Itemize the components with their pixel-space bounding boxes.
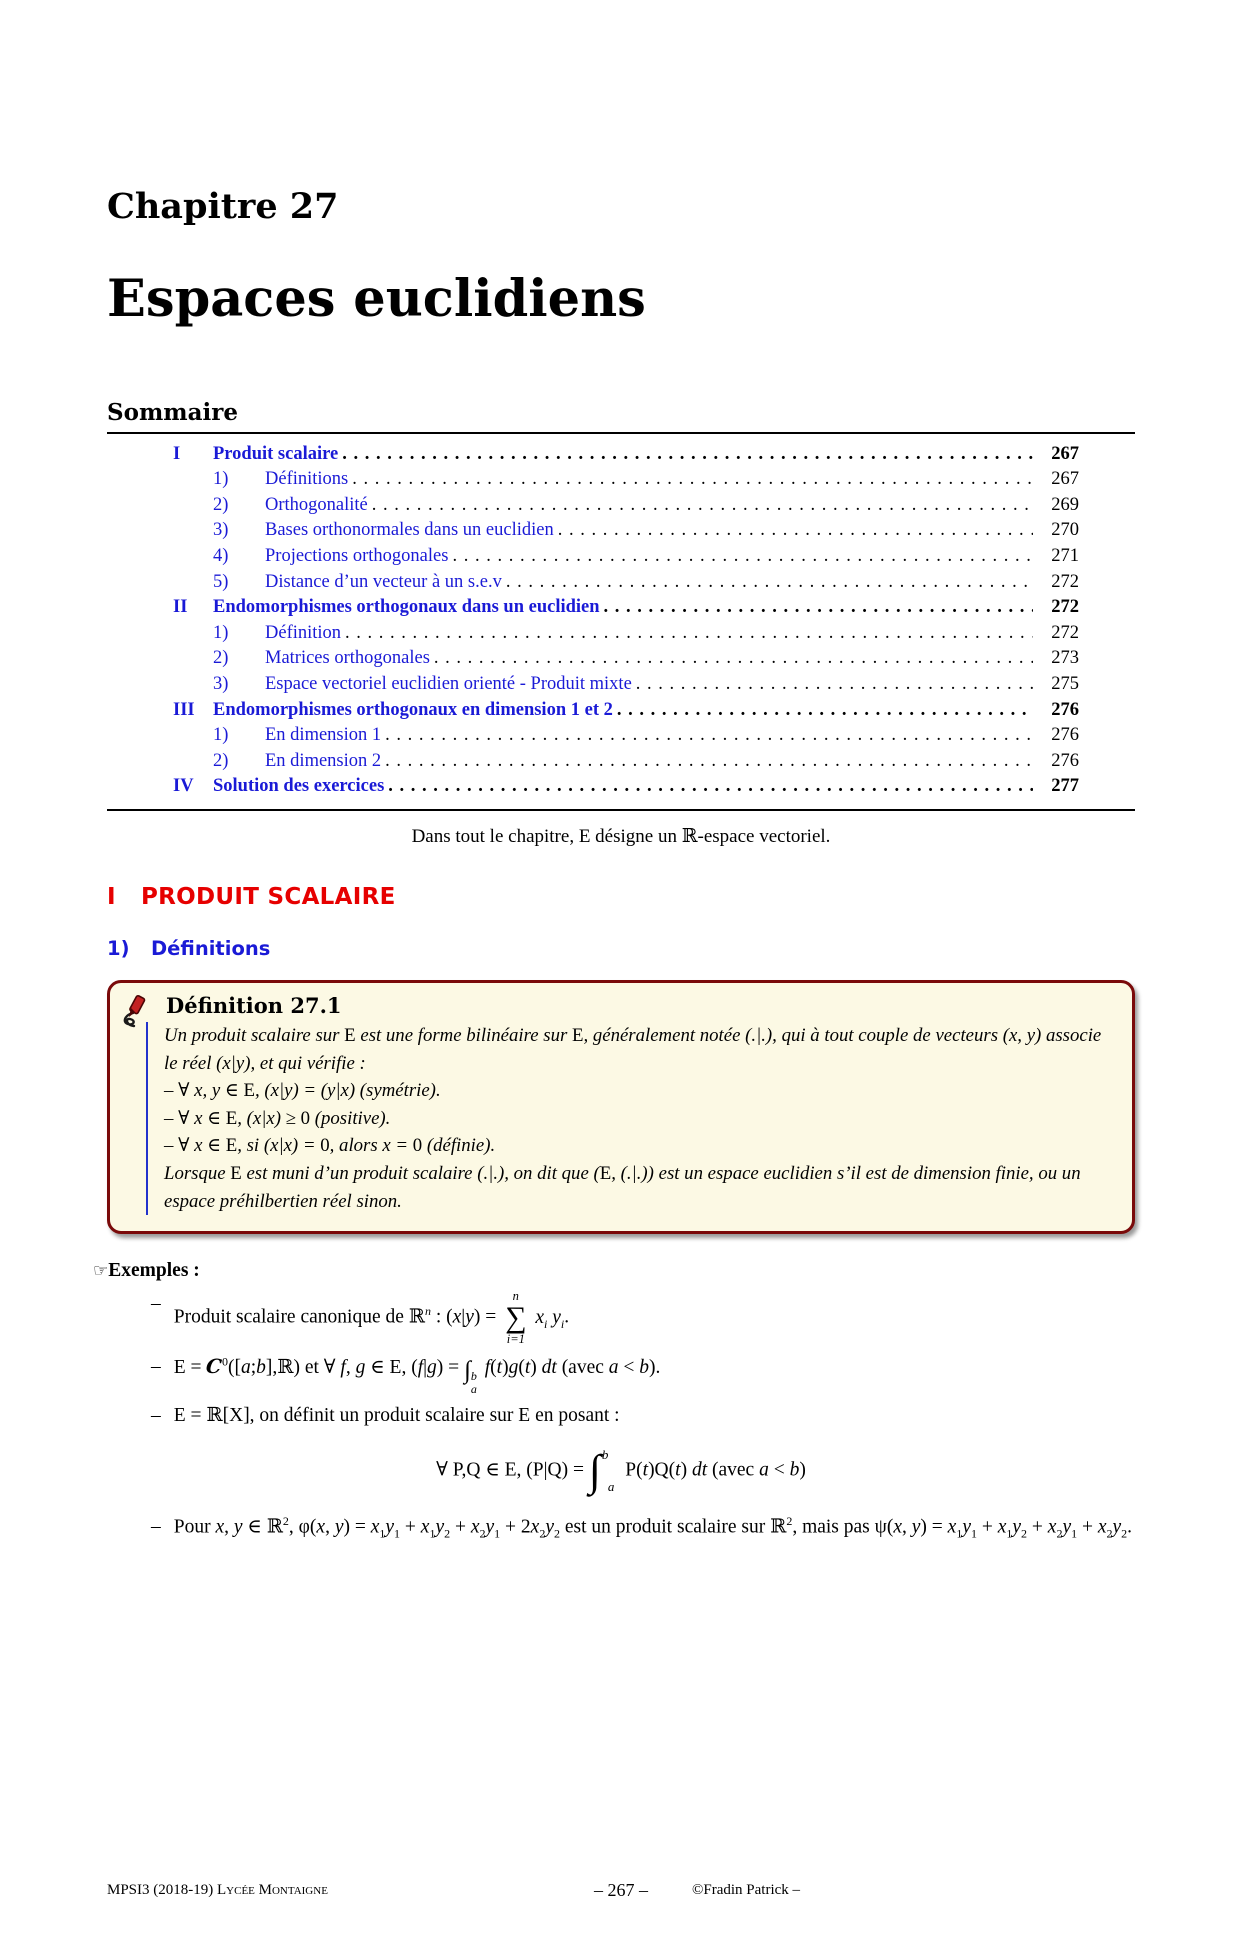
toc-entry-label: Définition bbox=[265, 622, 342, 643]
toc-entry-page: 276 bbox=[1051, 750, 1079, 771]
toc-entry-page: 271 bbox=[1051, 545, 1079, 566]
display-formula: ∀ P,Q ∈ E, (P|Q) = ∫ b a P(t)Q(t) dt (avec a < b) bbox=[436, 1445, 806, 1495]
toc-entry-number: 2) bbox=[213, 750, 229, 771]
footer-page-number: – 267 – bbox=[594, 1880, 648, 1900]
toc-entry-page: 276 bbox=[1051, 725, 1079, 746]
toc-entry-number: 2) bbox=[213, 494, 229, 515]
toc-dot-leader bbox=[558, 518, 1033, 544]
toc-entry-number: 1) bbox=[213, 725, 229, 746]
toc-entry-label: Projections orthogonales bbox=[265, 545, 449, 566]
definition-title: Définition 27.1 bbox=[166, 992, 342, 1018]
example-item-text: Produit scalaire canonique de ℝ$^n$ : (x|y) = n ∑ i=1 $x_i$ $y_i$. bbox=[173, 1289, 570, 1346]
definition-box bbox=[107, 980, 1135, 1234]
toc-dot-leader bbox=[385, 723, 1033, 749]
toc-entry[interactable] bbox=[107, 646, 1135, 672]
toc-dot-leader bbox=[372, 493, 1033, 519]
toc-entry-page: 272 bbox=[1051, 597, 1079, 618]
toc-entry[interactable] bbox=[107, 672, 1135, 698]
toc-entry-number: I bbox=[173, 443, 181, 464]
dash-bullet: – bbox=[151, 1405, 161, 1427]
toc-heading: Sommaire bbox=[107, 398, 239, 426]
toc-bottom-rule bbox=[107, 809, 1135, 811]
toc-entry[interactable] bbox=[107, 518, 1135, 544]
toc-entry-label: En dimension 2 bbox=[265, 750, 382, 771]
toc-entry-label: En dimension 1 bbox=[265, 725, 382, 746]
toc-entry-page: 272 bbox=[1051, 622, 1079, 643]
page-content bbox=[93, 186, 1135, 1543]
quill-pen-icon bbox=[118, 991, 152, 1034]
toc-entry[interactable] bbox=[107, 621, 1135, 647]
toc-entry-number: IV bbox=[173, 776, 194, 797]
definition-body-line: – ∀ x ∈ E, (x|x) ≥ 0 (positive). bbox=[164, 1107, 391, 1129]
chapter-title: Espaces euclidiens bbox=[107, 268, 646, 329]
toc-entry-label: Solution des exercices bbox=[213, 776, 385, 797]
section-number: I bbox=[107, 883, 116, 910]
subsection-number: 1) bbox=[107, 936, 130, 960]
subsection-heading bbox=[107, 937, 1135, 960]
toc-dot-leader bbox=[452, 544, 1033, 570]
textbook-page bbox=[0, 188, 1241, 1942]
definition-body bbox=[146, 1022, 1114, 1215]
toc-entry-label: Espace vectoriel euclidien orienté - Produit mixte bbox=[265, 673, 632, 694]
toc-entry[interactable] bbox=[107, 467, 1135, 493]
toc-entry-number: 1) bbox=[213, 469, 229, 490]
toc-top-rule bbox=[107, 432, 1135, 434]
toc-entry[interactable] bbox=[107, 442, 1135, 468]
footer-course-label: MPSI3 (2018-19) Lycée Montaigne bbox=[107, 1882, 328, 1898]
toc-entry-label: Endomorphismes orthogonaux en dimension 1 et 2 bbox=[213, 699, 613, 720]
toc-entry-number: 5) bbox=[213, 571, 229, 592]
pointing-hand-icon: ☞ bbox=[93, 1261, 109, 1282]
example-item-text: Pour x, y ∈ ℝ$^2$, φ(x, $y) = x_1y_1 + x_1y_2 + x_2y_1 + 2x_2y_2$ est un produit scalaire sur ℝ$^2$, mais pas ψ(x, $y) = x_1y_1 + x_1y_2 + x_2y_1 + x_2y_2$. bbox=[173, 1513, 1133, 1541]
examples-heading bbox=[93, 1260, 1135, 1282]
toc-entry-number: III bbox=[173, 699, 195, 720]
toc-entry-page: 269 bbox=[1051, 494, 1079, 515]
example-item bbox=[151, 1402, 1135, 1430]
toc-entry[interactable] bbox=[107, 749, 1135, 775]
chapter-label: Chapitre 27 bbox=[107, 186, 339, 227]
toc-entry-label: Matrices orthogonales bbox=[265, 648, 430, 669]
toc-dot-leader bbox=[342, 442, 1033, 468]
dash-bullet: – bbox=[151, 1515, 161, 1537]
subsection-title: Définitions bbox=[151, 936, 271, 960]
toc-entry-label: Définitions bbox=[265, 469, 349, 490]
toc-entry[interactable] bbox=[107, 774, 1135, 800]
toc-entry-label: Distance d’un vecteur à un s.e.v bbox=[265, 571, 502, 592]
toc-list bbox=[107, 442, 1135, 800]
toc-entry-page: 270 bbox=[1051, 520, 1079, 541]
section-heading bbox=[107, 884, 1135, 910]
toc-entry-number: 2) bbox=[213, 648, 229, 669]
toc-entry[interactable] bbox=[107, 570, 1135, 596]
toc-entry-label: Endomorphismes orthogonaux dans un euclidien bbox=[213, 597, 600, 618]
examples-heading-label: Exemples : bbox=[108, 1260, 200, 1282]
toc-dot-leader bbox=[604, 595, 1033, 621]
toc-entry[interactable] bbox=[107, 595, 1135, 621]
definition-body-line: – ∀ x ∈ E, si (x|x) = 0, alors x = 0 (définie). bbox=[164, 1135, 496, 1157]
toc-entry-number: II bbox=[173, 597, 188, 618]
toc-dot-leader bbox=[388, 774, 1033, 800]
toc-entry[interactable] bbox=[107, 698, 1135, 724]
toc-entry-page: 276 bbox=[1051, 699, 1079, 720]
toc-entry-number: 3) bbox=[213, 673, 229, 694]
dash-bullet: – bbox=[151, 1293, 161, 1315]
example-item bbox=[151, 1353, 1135, 1395]
example-item bbox=[151, 1290, 1135, 1346]
toc-dot-leader bbox=[345, 621, 1033, 647]
definition-body-line: – ∀ x, y ∈ E, (x|y) = (y|x) (symétrie). bbox=[164, 1080, 441, 1102]
toc-entry-label: Orthogonalité bbox=[265, 494, 368, 515]
examples-list bbox=[107, 1290, 1135, 1542]
toc-entry-page: 267 bbox=[1051, 443, 1079, 464]
page-footer bbox=[107, 1882, 1135, 1899]
toc-dot-leader bbox=[636, 672, 1033, 698]
toc-dot-leader bbox=[352, 467, 1033, 493]
toc-dot-leader bbox=[506, 570, 1033, 596]
dash-bullet: – bbox=[151, 1356, 161, 1378]
example-item bbox=[151, 1513, 1135, 1543]
toc-entry[interactable] bbox=[107, 723, 1135, 749]
section-title: PRODUIT SCALAIRE bbox=[141, 883, 396, 910]
toc-entry-number: 1) bbox=[213, 622, 229, 643]
toc-entry-number: 3) bbox=[213, 520, 229, 541]
toc-entry-page: 267 bbox=[1051, 469, 1079, 490]
toc-entry-number: 4) bbox=[213, 545, 229, 566]
definition-body-line: Un produit scalaire sur E est une forme bilinéaire sur E, généralement notée (.|.), qui à tout couple de vecteurs (x, y) associe le réel (x|y), et qui vérifie : bbox=[164, 1024, 1102, 1074]
toc-entry[interactable] bbox=[107, 544, 1135, 570]
toc-entry-page: 277 bbox=[1051, 776, 1079, 797]
toc-entry-label: Bases orthonormales dans un euclidien bbox=[265, 520, 554, 541]
toc-dot-leader bbox=[385, 749, 1033, 775]
footer-copyright: ©Fradin Patrick – bbox=[692, 1882, 801, 1898]
chapter-intro-sentence: Dans tout le chapitre, E désigne un ℝ-espace vectoriel. bbox=[411, 825, 831, 847]
toc-entry-page: 275 bbox=[1051, 673, 1079, 694]
toc-entry[interactable] bbox=[107, 493, 1135, 519]
toc-dot-leader bbox=[434, 646, 1033, 672]
toc-entry-page: 272 bbox=[1051, 571, 1079, 592]
example-item-text: $E = C^0([a;b],ℝ)$ et ∀ f, g ∈ E, (f|g) = ∫ b a f(t)g(t) dt (avec a < b). bbox=[173, 1354, 661, 1396]
definition-body-line: Lorsque E est muni d’un produit scalaire (.|.), on dit que (E, (.|.)) est un espace euclidien s’il est de dimension finie, ou un espace préhilbertien réel sinon. bbox=[164, 1163, 1081, 1212]
toc-entry-page: 273 bbox=[1051, 648, 1079, 669]
example-item-text: E = ℝ[X], on définit un produit scalaire sur E en posant : bbox=[173, 1405, 620, 1427]
toc-dot-leader bbox=[617, 698, 1033, 724]
toc-entry-label: Produit scalaire bbox=[213, 443, 339, 464]
